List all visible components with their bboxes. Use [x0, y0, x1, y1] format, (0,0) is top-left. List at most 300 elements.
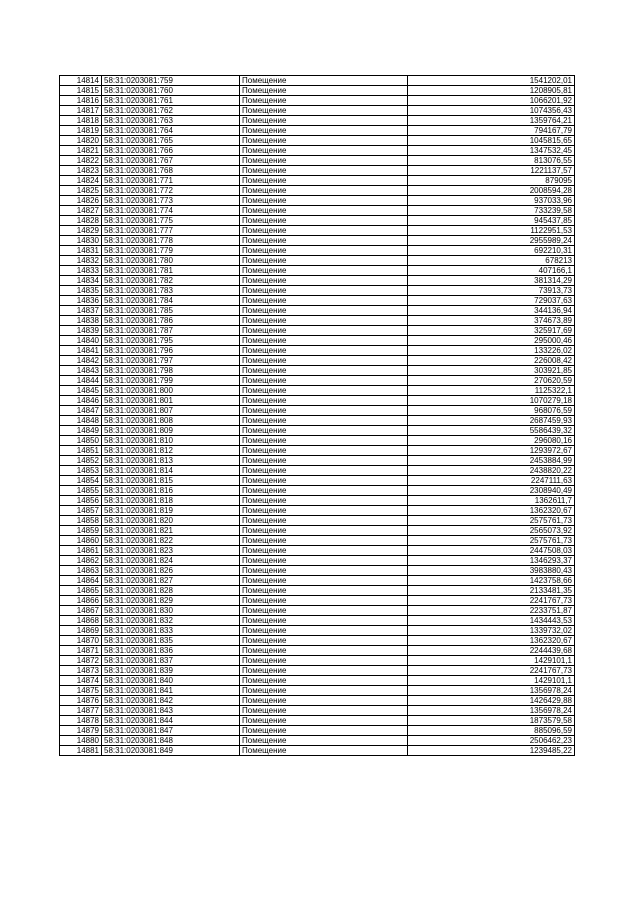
table-row [60, 406, 575, 416]
table-row [60, 566, 575, 576]
cadastral-number-cell: 58:31:0203081:797 [102, 356, 240, 366]
table-row [60, 466, 575, 476]
table-row [60, 266, 575, 276]
table-row [60, 426, 575, 436]
table-row [60, 256, 575, 266]
cadastral-number-cell: 58:31:0203081:799 [102, 376, 240, 386]
table-row [60, 446, 575, 456]
object-type-cell: Помещение [240, 626, 408, 636]
table-row [60, 746, 575, 756]
table-row [60, 646, 575, 656]
object-type-cell: Помещение [240, 746, 408, 756]
cadastral-number-cell: 58:31:0203081:798 [102, 366, 240, 376]
object-type-cell: Помещение [240, 586, 408, 596]
cadastral-number-cell: 58:31:0203081:783 [102, 286, 240, 296]
object-type-cell: Помещение [240, 86, 408, 96]
table-row [60, 696, 575, 706]
table-row [60, 486, 575, 496]
cadastral-number-cell: 58:31:0203081:837 [102, 656, 240, 666]
table-row [60, 726, 575, 736]
cadastral-number-cell: 58:31:0203081:816 [102, 486, 240, 496]
cadastral-number-cell: 58:31:0203081:848 [102, 736, 240, 746]
object-type-cell: Помещение [240, 656, 408, 666]
table-row [60, 236, 575, 246]
cadastral-value-cell: 1125322,1 [408, 386, 575, 396]
row-number-cell: 14844 [60, 376, 102, 386]
table-row [60, 586, 575, 596]
table-row [60, 376, 575, 386]
table-row [60, 106, 575, 116]
object-type-cell: Помещение [240, 116, 408, 126]
cadastral-number-cell: 58:31:0203081:840 [102, 676, 240, 686]
row-number-cell: 14836 [60, 296, 102, 306]
row-number-cell: 14818 [60, 116, 102, 126]
row-number-cell: 14868 [60, 616, 102, 626]
object-type-cell: Помещение [240, 186, 408, 196]
cadastral-number-cell: 58:31:0203081:822 [102, 536, 240, 546]
cadastral-value-cell: 1359764,21 [408, 116, 575, 126]
cadastral-value-cell: 226008,42 [408, 356, 575, 366]
cadastral-value-cell: 303921,85 [408, 366, 575, 376]
cadastral-value-cell: 2955989,24 [408, 236, 575, 246]
cadastral-number-cell: 58:31:0203081:773 [102, 196, 240, 206]
cadastral-value-cell: 5586439,32 [408, 426, 575, 436]
row-number-cell: 14872 [60, 656, 102, 666]
row-number-cell: 14820 [60, 136, 102, 146]
object-type-cell: Помещение [240, 236, 408, 246]
cadastral-value-cell: 1221137,57 [408, 166, 575, 176]
cadastral-number-cell: 58:31:0203081:820 [102, 516, 240, 526]
cadastral-value-cell: 133226,02 [408, 346, 575, 356]
cadastral-number-cell: 58:31:0203081:827 [102, 576, 240, 586]
object-type-cell: Помещение [240, 506, 408, 516]
object-type-cell: Помещение [240, 326, 408, 336]
table-row [60, 606, 575, 616]
object-type-cell: Помещение [240, 176, 408, 186]
row-number-cell: 14874 [60, 676, 102, 686]
row-number-cell: 14880 [60, 736, 102, 746]
cadastral-number-cell: 58:31:0203081:809 [102, 426, 240, 436]
object-type-cell: Помещение [240, 296, 408, 306]
object-type-cell: Помещение [240, 556, 408, 566]
object-type-cell: Помещение [240, 146, 408, 156]
table-row [60, 246, 575, 256]
row-number-cell: 14854 [60, 476, 102, 486]
row-number-cell: 14835 [60, 286, 102, 296]
row-number-cell: 14840 [60, 336, 102, 346]
object-type-cell: Помещение [240, 136, 408, 146]
row-number-cell: 14861 [60, 546, 102, 556]
cadastral-value-table [59, 75, 575, 756]
row-number-cell: 14826 [60, 196, 102, 206]
row-number-cell: 14821 [60, 146, 102, 156]
row-number-cell: 14875 [60, 686, 102, 696]
cadastral-number-cell: 58:31:0203081:836 [102, 646, 240, 656]
table-row [60, 356, 575, 366]
table-row [60, 346, 575, 356]
object-type-cell: Помещение [240, 366, 408, 376]
cadastral-number-cell: 58:31:0203081:844 [102, 716, 240, 726]
cadastral-number-cell: 58:31:0203081:814 [102, 466, 240, 476]
cadastral-number-cell: 58:31:0203081:764 [102, 126, 240, 136]
row-number-cell: 14832 [60, 256, 102, 266]
cadastral-number-cell: 58:31:0203081:830 [102, 606, 240, 616]
cadastral-number-cell: 58:31:0203081:760 [102, 86, 240, 96]
cadastral-value-cell: 2575761,73 [408, 536, 575, 546]
row-number-cell: 14856 [60, 496, 102, 506]
object-type-cell: Помещение [240, 156, 408, 166]
table-row [60, 136, 575, 146]
cadastral-number-cell: 58:31:0203081:824 [102, 556, 240, 566]
table-row [60, 676, 575, 686]
row-number-cell: 14853 [60, 466, 102, 476]
table-row [60, 456, 575, 466]
cadastral-value-cell: 1362611,7 [408, 496, 575, 506]
cadastral-number-cell: 58:31:0203081:796 [102, 346, 240, 356]
cadastral-value-cell: 2575761,73 [408, 516, 575, 526]
cadastral-number-cell: 58:31:0203081:761 [102, 96, 240, 106]
row-number-cell: 14828 [60, 216, 102, 226]
table-row [60, 396, 575, 406]
object-type-cell: Помещение [240, 516, 408, 526]
cadastral-number-cell: 58:31:0203081:829 [102, 596, 240, 606]
object-type-cell: Помещение [240, 596, 408, 606]
cadastral-number-cell: 58:31:0203081:843 [102, 706, 240, 716]
cadastral-value-cell: 2244439,68 [408, 646, 575, 656]
object-type-cell: Помещение [240, 246, 408, 256]
cadastral-value-cell: 729037,63 [408, 296, 575, 306]
cadastral-value-cell: 1423758,66 [408, 576, 575, 586]
row-number-cell: 14864 [60, 576, 102, 586]
cadastral-number-cell: 58:31:0203081:768 [102, 166, 240, 176]
cadastral-value-cell: 407166,1 [408, 266, 575, 276]
cadastral-value-cell: 73913,73 [408, 286, 575, 296]
cadastral-number-cell: 58:31:0203081:810 [102, 436, 240, 446]
object-type-cell: Помещение [240, 686, 408, 696]
table-row [60, 166, 575, 176]
row-number-cell: 14819 [60, 126, 102, 136]
table-row [60, 286, 575, 296]
table-row [60, 636, 575, 646]
cadastral-value-cell: 2241767,73 [408, 666, 575, 676]
cadastral-number-cell: 58:31:0203081:801 [102, 396, 240, 406]
cadastral-value-cell: 2247111,63 [408, 476, 575, 486]
object-type-cell: Помещение [240, 436, 408, 446]
row-number-cell: 14841 [60, 346, 102, 356]
row-number-cell: 14881 [60, 746, 102, 756]
cadastral-number-cell: 58:31:0203081:778 [102, 236, 240, 246]
object-type-cell: Помещение [240, 216, 408, 226]
cadastral-number-cell: 58:31:0203081:826 [102, 566, 240, 576]
cadastral-number-cell: 58:31:0203081:787 [102, 326, 240, 336]
cadastral-value-cell: 2233751,87 [408, 606, 575, 616]
object-type-cell: Помещение [240, 496, 408, 506]
row-number-cell: 14878 [60, 716, 102, 726]
row-number-cell: 14855 [60, 486, 102, 496]
table-row [60, 296, 575, 306]
row-number-cell: 14815 [60, 86, 102, 96]
object-type-cell: Помещение [240, 466, 408, 476]
table-row [60, 366, 575, 376]
cadastral-value-cell: 1356978,24 [408, 686, 575, 696]
cadastral-value-cell: 295000,46 [408, 336, 575, 346]
table-row [60, 686, 575, 696]
cadastral-number-cell: 58:31:0203081:815 [102, 476, 240, 486]
cadastral-value-cell: 1362320,67 [408, 636, 575, 646]
object-type-cell: Помещение [240, 736, 408, 746]
cadastral-value-cell: 813076,55 [408, 156, 575, 166]
row-number-cell: 14869 [60, 626, 102, 636]
cadastral-value-cell: 879095 [408, 176, 575, 186]
object-type-cell: Помещение [240, 696, 408, 706]
cadastral-value-cell: 325917,69 [408, 326, 575, 336]
cadastral-value-cell: 692210,31 [408, 246, 575, 256]
object-type-cell: Помещение [240, 426, 408, 436]
object-type-cell: Помещение [240, 166, 408, 176]
row-number-cell: 14862 [60, 556, 102, 566]
object-type-cell: Помещение [240, 286, 408, 296]
cadastral-number-cell: 58:31:0203081:784 [102, 296, 240, 306]
table-row [60, 76, 575, 86]
cadastral-number-cell: 58:31:0203081:766 [102, 146, 240, 156]
cadastral-number-cell: 58:31:0203081:763 [102, 116, 240, 126]
cadastral-number-cell: 58:31:0203081:807 [102, 406, 240, 416]
cadastral-value-cell: 968076,59 [408, 406, 575, 416]
table-row [60, 526, 575, 536]
row-number-cell: 14852 [60, 456, 102, 466]
cadastral-number-cell: 58:31:0203081:772 [102, 186, 240, 196]
row-number-cell: 14837 [60, 306, 102, 316]
cadastral-number-cell: 58:31:0203081:781 [102, 266, 240, 276]
cadastral-value-cell: 2133481,35 [408, 586, 575, 596]
row-number-cell: 14849 [60, 426, 102, 436]
row-number-cell: 14825 [60, 186, 102, 196]
cadastral-value-cell: 1426429,88 [408, 696, 575, 706]
table-row [60, 96, 575, 106]
cadastral-number-cell: 58:31:0203081:832 [102, 616, 240, 626]
table-row [60, 506, 575, 516]
cadastral-value-cell: 2438820,22 [408, 466, 575, 476]
object-type-cell: Помещение [240, 726, 408, 736]
row-number-cell: 14843 [60, 366, 102, 376]
cadastral-value-cell: 2687459,93 [408, 416, 575, 426]
cadastral-value-cell: 1356978,24 [408, 706, 575, 716]
cadastral-number-cell: 58:31:0203081:777 [102, 226, 240, 236]
cadastral-number-cell: 58:31:0203081:808 [102, 416, 240, 426]
row-number-cell: 14842 [60, 356, 102, 366]
row-number-cell: 14827 [60, 206, 102, 216]
table-row [60, 666, 575, 676]
table-row [60, 86, 575, 96]
table-row [60, 206, 575, 216]
table-row [60, 336, 575, 346]
cadastral-number-cell: 58:31:0203081:785 [102, 306, 240, 316]
object-type-cell: Помещение [240, 306, 408, 316]
table-row [60, 546, 575, 556]
object-type-cell: Помещение [240, 396, 408, 406]
cadastral-number-cell: 58:31:0203081:847 [102, 726, 240, 736]
row-number-cell: 14829 [60, 226, 102, 236]
table-row [60, 436, 575, 446]
cadastral-number-cell: 58:31:0203081:765 [102, 136, 240, 146]
object-type-cell: Помещение [240, 406, 408, 416]
object-type-cell: Помещение [240, 676, 408, 686]
cadastral-value-cell: 1122951,53 [408, 226, 575, 236]
object-type-cell: Помещение [240, 276, 408, 286]
cadastral-value-cell: 2565073,92 [408, 526, 575, 536]
cadastral-number-cell: 58:31:0203081:833 [102, 626, 240, 636]
row-number-cell: 14860 [60, 536, 102, 546]
object-type-cell: Помещение [240, 336, 408, 346]
table-row [60, 196, 575, 206]
row-number-cell: 14823 [60, 166, 102, 176]
row-number-cell: 14816 [60, 96, 102, 106]
row-number-cell: 14848 [60, 416, 102, 426]
cadastral-number-cell: 58:31:0203081:782 [102, 276, 240, 286]
table-row [60, 416, 575, 426]
cadastral-number-cell: 58:31:0203081:821 [102, 526, 240, 536]
object-type-cell: Помещение [240, 576, 408, 586]
object-type-cell: Помещение [240, 446, 408, 456]
table-row [60, 476, 575, 486]
cadastral-number-cell: 58:31:0203081:775 [102, 216, 240, 226]
cadastral-value-cell: 1339732,02 [408, 626, 575, 636]
cadastral-value-cell: 1429101,1 [408, 656, 575, 666]
row-number-cell: 14846 [60, 396, 102, 406]
table-row [60, 176, 575, 186]
object-type-cell: Помещение [240, 126, 408, 136]
row-number-cell: 14833 [60, 266, 102, 276]
cadastral-value-cell: 885096,59 [408, 726, 575, 736]
row-number-cell: 14879 [60, 726, 102, 736]
table-row [60, 306, 575, 316]
cadastral-value-cell: 794167,79 [408, 126, 575, 136]
cadastral-number-cell: 58:31:0203081:835 [102, 636, 240, 646]
table-body [60, 76, 575, 756]
table-row [60, 276, 575, 286]
cadastral-number-cell: 58:31:0203081:828 [102, 586, 240, 596]
cadastral-number-cell: 58:31:0203081:786 [102, 316, 240, 326]
table-row [60, 226, 575, 236]
cadastral-value-cell: 374673,89 [408, 316, 575, 326]
cadastral-value-cell: 1239485,22 [408, 746, 575, 756]
cadastral-value-cell: 1070279,18 [408, 396, 575, 406]
object-type-cell: Помещение [240, 566, 408, 576]
table-row [60, 556, 575, 566]
cadastral-number-cell: 58:31:0203081:818 [102, 496, 240, 506]
cadastral-value-cell: 344136,94 [408, 306, 575, 316]
table-row [60, 496, 575, 506]
object-type-cell: Помещение [240, 716, 408, 726]
cadastral-number-cell: 58:31:0203081:849 [102, 746, 240, 756]
cadastral-value-cell: 381314,29 [408, 276, 575, 286]
object-type-cell: Помещение [240, 266, 408, 276]
cadastral-number-cell: 58:31:0203081:823 [102, 546, 240, 556]
object-type-cell: Помещение [240, 456, 408, 466]
cadastral-value-cell: 270620,59 [408, 376, 575, 386]
object-type-cell: Помещение [240, 356, 408, 366]
table-row [60, 316, 575, 326]
cadastral-value-cell: 1293972,67 [408, 446, 575, 456]
object-type-cell: Помещение [240, 226, 408, 236]
cadastral-number-cell: 58:31:0203081:779 [102, 246, 240, 256]
cadastral-value-cell: 945437,85 [408, 216, 575, 226]
row-number-cell: 14867 [60, 606, 102, 616]
cadastral-value-cell: 2308940,49 [408, 486, 575, 496]
cadastral-value-cell: 1208905,81 [408, 86, 575, 96]
cadastral-value-cell: 2453884,99 [408, 456, 575, 466]
row-number-cell: 14877 [60, 706, 102, 716]
row-number-cell: 14817 [60, 106, 102, 116]
row-number-cell: 14834 [60, 276, 102, 286]
row-number-cell: 14876 [60, 696, 102, 706]
object-type-cell: Помещение [240, 616, 408, 626]
row-number-cell: 14847 [60, 406, 102, 416]
object-type-cell: Помещение [240, 316, 408, 326]
cadastral-number-cell: 58:31:0203081:839 [102, 666, 240, 676]
row-number-cell: 14839 [60, 326, 102, 336]
object-type-cell: Помещение [240, 376, 408, 386]
object-type-cell: Помещение [240, 646, 408, 656]
object-type-cell: Помещение [240, 256, 408, 266]
cadastral-value-cell: 3983880,43 [408, 566, 575, 576]
table-row [60, 156, 575, 166]
object-type-cell: Помещение [240, 106, 408, 116]
cadastral-value-cell: 2008594,28 [408, 186, 575, 196]
cadastral-number-cell: 58:31:0203081:812 [102, 446, 240, 456]
row-number-cell: 14873 [60, 666, 102, 676]
table-row [60, 126, 575, 136]
row-number-cell: 14814 [60, 76, 102, 86]
cadastral-number-cell: 58:31:0203081:762 [102, 106, 240, 116]
object-type-cell: Помещение [240, 536, 408, 546]
row-number-cell: 14851 [60, 446, 102, 456]
table-row [60, 626, 575, 636]
table-row [60, 116, 575, 126]
cadastral-number-cell: 58:31:0203081:774 [102, 206, 240, 216]
cadastral-value-cell: 1873579,58 [408, 716, 575, 726]
table-row [60, 576, 575, 586]
cadastral-value-cell: 1347532,45 [408, 146, 575, 156]
cadastral-number-cell: 58:31:0203081:771 [102, 176, 240, 186]
cadastral-number-cell: 58:31:0203081:795 [102, 336, 240, 346]
cadastral-number-cell: 58:31:0203081:842 [102, 696, 240, 706]
cadastral-value-cell: 1066201,92 [408, 96, 575, 106]
cadastral-value-cell: 1362320,67 [408, 506, 575, 516]
row-number-cell: 14870 [60, 636, 102, 646]
cadastral-number-cell: 58:31:0203081:767 [102, 156, 240, 166]
table-row [60, 706, 575, 716]
object-type-cell: Помещение [240, 486, 408, 496]
row-number-cell: 14838 [60, 316, 102, 326]
cadastral-value-cell: 1541202,01 [408, 76, 575, 86]
cadastral-number-cell: 58:31:0203081:841 [102, 686, 240, 696]
row-number-cell: 14857 [60, 506, 102, 516]
cadastral-value-cell: 2447508,03 [408, 546, 575, 556]
row-number-cell: 14859 [60, 526, 102, 536]
table-row [60, 186, 575, 196]
table-row [60, 736, 575, 746]
object-type-cell: Помещение [240, 526, 408, 536]
row-number-cell: 14858 [60, 516, 102, 526]
row-number-cell: 14822 [60, 156, 102, 166]
row-number-cell: 14866 [60, 596, 102, 606]
cadastral-value-cell: 2241767,73 [408, 596, 575, 606]
cadastral-value-cell: 2506462,23 [408, 736, 575, 746]
cadastral-number-cell: 58:31:0203081:759 [102, 76, 240, 86]
row-number-cell: 14831 [60, 246, 102, 256]
row-number-cell: 14845 [60, 386, 102, 396]
